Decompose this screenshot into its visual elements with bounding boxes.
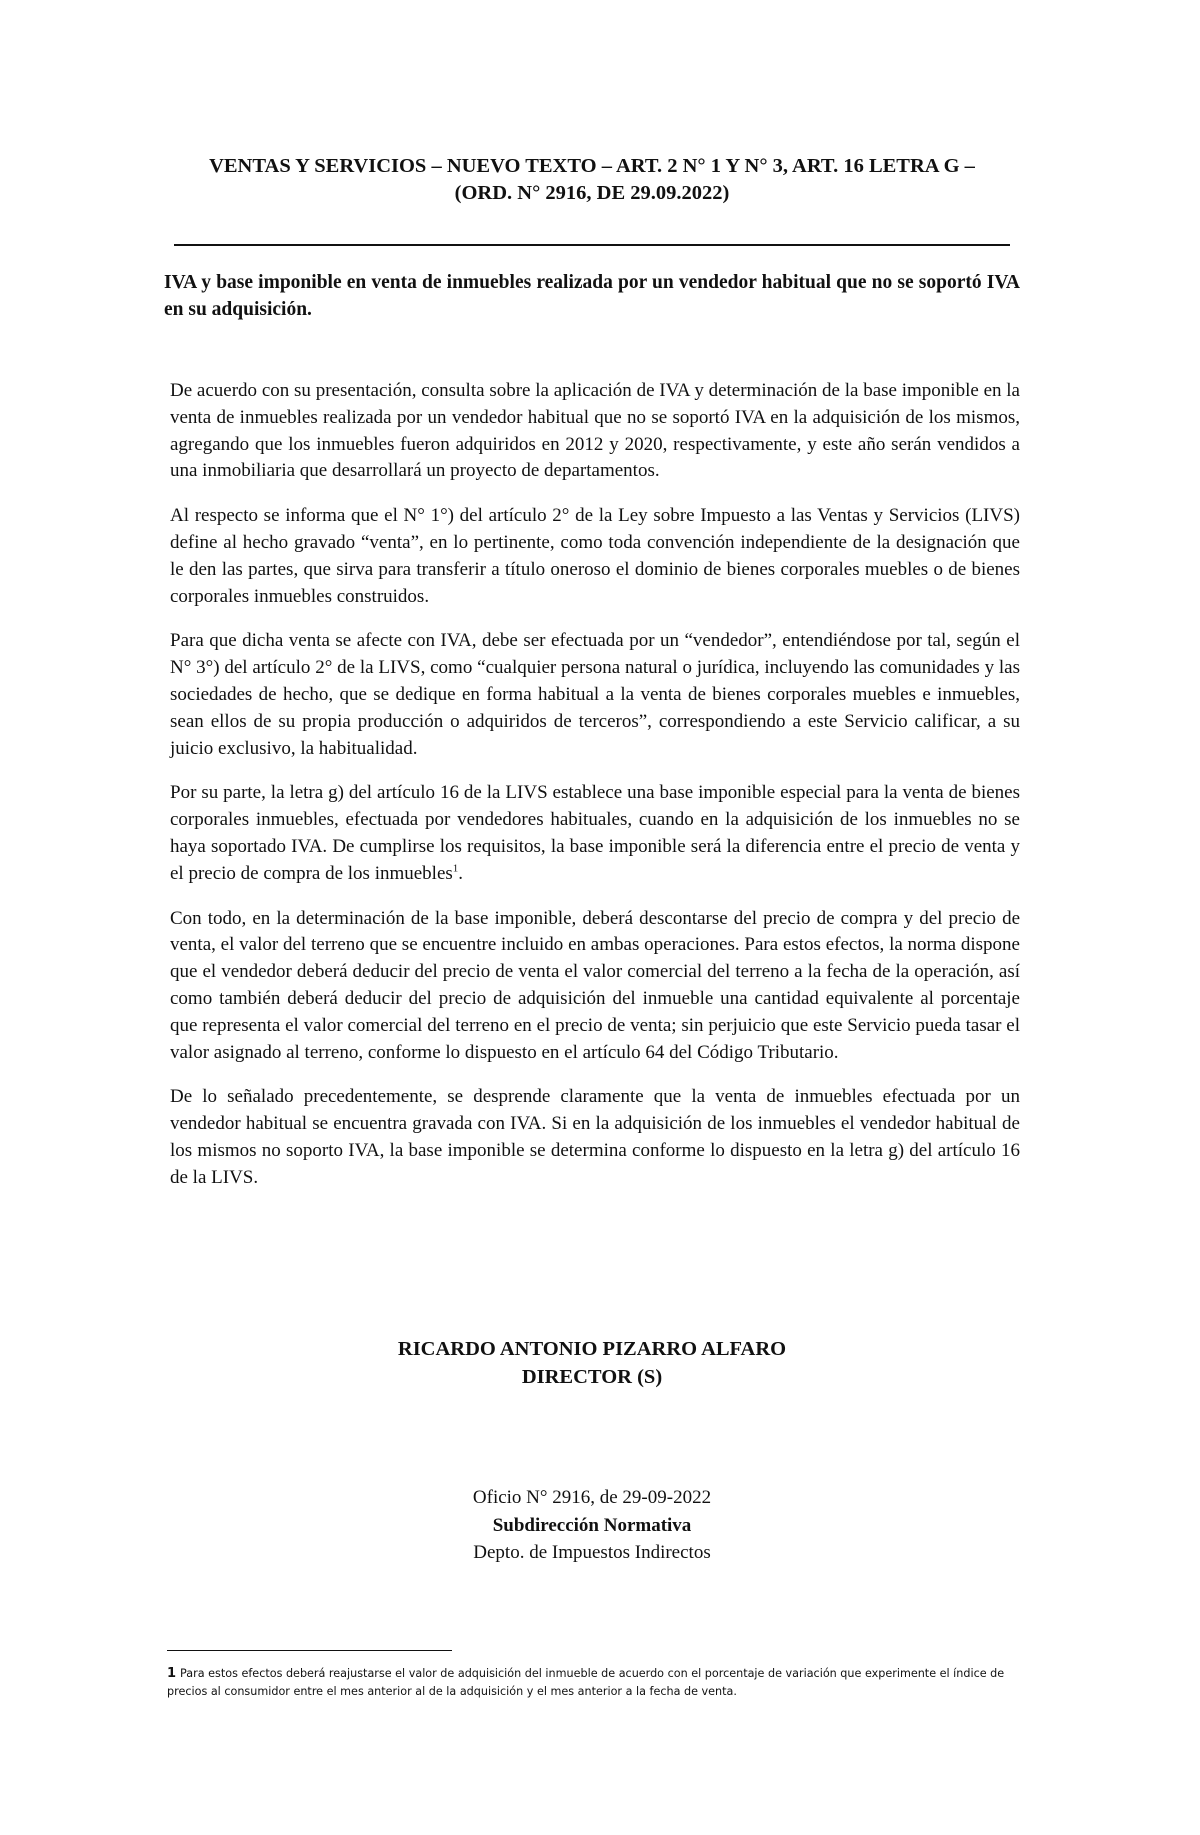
title-line-1: VENTAS Y SERVICIOS – NUEVO TEXTO – ART. 2 N° 1 Y N° 3, ART. 16 LETRA G – [209,155,975,177]
signatory-role: DIRECTOR (S) [521,1366,663,1388]
body-paragraph-4-end: . [458,862,464,884]
document-title [160,153,1024,207]
footnote-divider [167,1650,452,1651]
body-paragraph-4 [170,780,1020,887]
body-paragraph-5: Con todo, en la determinación de la base imponible, deberá descontarse del precio de compra y del precio de venta, el valor del terreno que se encuentre incluido en ambas operaciones. Para estos efectos, la norma dispone que el vendedor deberá deducir del precio de venta el valor comercial del terreno a la fecha de la operación, así como también deberá deducir del precio de adquisición del inmueble una cantidad equivalente al porcentaje que representa el valor comercial del terreno en el precio de venta; sin perjuicio que este Servicio pueda tasar el valor asignado al terreno, conforme lo dispuesto en el artículo 64 del Código Tributario. [170,907,1020,1063]
office-unit: Depto. de Impuestos Indirectos [473,1542,711,1563]
body-paragraph-3: Para que dicha venta se afecte con IVA, debe ser efectuada por un “vendedor”, entendiéndose por tal, según el N° 3°) del artículo 2° de la LIVS, como “cualquier persona natural o jurídica, incluyendo las comunidades y las sociedades de hecho, que se dedique en forma habitual a la venta de bienes corporales muebles e inmuebles, sean ellos de su propia producción o adquiridos de terceros”, correspondiendo a este Servicio calificar, a su juicio exclusivo, la habitualidad. [170,630,1020,759]
office-reference-block [160,1484,1024,1567]
title-divider [174,244,1010,246]
office-reference: Oficio N° 2916, de 29-09-2022 [472,1487,712,1508]
signature-block [160,1335,1024,1391]
document-body [170,378,1020,1210]
title-line-2: (ORD. N° 2916, DE 29.09.2022) [454,182,730,204]
signatory-name: RICARDO ANTONIO PIZARRO ALFARO [397,1338,787,1360]
body-paragraph-1: De acuerdo con su presentación, consulta sobre la aplicación de IVA y determinación de la base imponible en la venta de inmuebles realizada por un vendedor habitual que no se soportó IVA en la adquisición de los mismos, agregando que los inmuebles fueron adquiridos en 2012 y 2020, respectivamente, y este año serán vendidos a una inmobiliaria que desarrollará un proyecto de departamentos. [170,380,1020,482]
footnote-reference[interactable]: 1 [452,862,459,875]
subject-summary: IVA y base imponible en venta de inmuebles realizada por un vendedor habitual que no se soportó IVA en su adquisición. [164,272,1020,320]
footnote [167,1665,1012,1701]
body-paragraph-6: De lo señalado precedentemente, se desprende claramente que la venta de inmuebles efectuada por un vendedor habitual se encuentra gravada con IVA. Si en la adquisición de los inmuebles el vendedor habitual de los mismos no soporto IVA, la base imponible se determina conforme lo dispuesto en la letra g) del artículo 16 de la LIVS. [170,1086,1020,1188]
body-paragraph-2: Al respecto se informa que el N° 1°) del artículo 2° de la Ley sobre Impuesto a las Ventas y Servicios (LIVS) define al hecho gravado “venta”, en lo pertinente, como toda convención independiente de la designación que le den las partes, que sirva para transferir a título oneroso el dominio de bienes corporales muebles o de bienes corporales inmuebles construidos. [170,505,1020,607]
body-paragraph-4-text: Por su parte, la letra g) del artículo 16 de la LIVS establece una base imponible especial para la venta de bienes corporales inmuebles, efectuada por vendedores habituales, cuando en la adquisición de los inmuebles no se haya soportado IVA. De cumplirse los requisitos, la base imponible será la diferencia entre el precio de venta y el precio de compra de los inmuebles [170,782,1020,884]
footnote-text: Para estos efectos deberá reajustarse el valor de adquisición del inmueble de acuerdo con el porcentaje de variación que experimente el índice de precios al consumidor entre el mes anterior al de la adquisición y el mes anterior a la fecha de venta. [167,1667,1005,1698]
footnote-number: 1 [167,1666,177,1681]
office-department: Subdirección Normativa [492,1514,692,1536]
